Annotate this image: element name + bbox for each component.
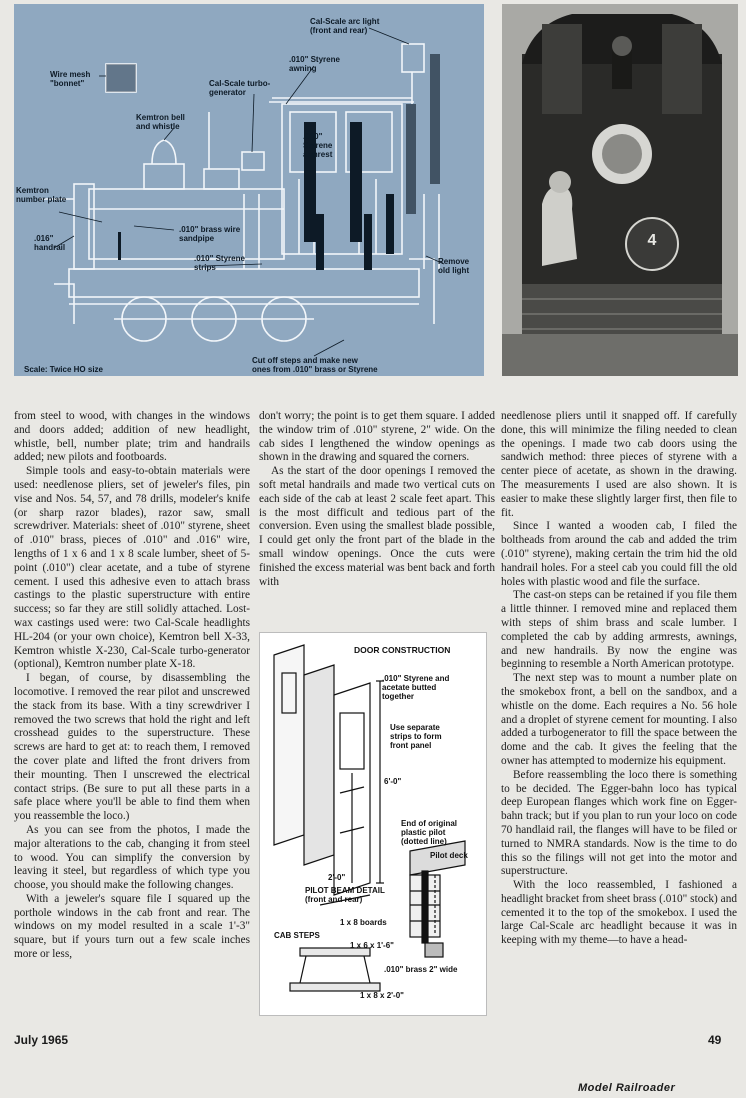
text-column-2 (259, 410, 495, 632)
label-wire-mesh: Wire mesh "bonnet" (50, 70, 91, 88)
label-step-1x6: 1 x 6 x 1'-6" (350, 941, 394, 950)
label-width: 2'-0" (328, 873, 346, 882)
label-remove-light: Remove old light (438, 257, 470, 275)
label-brass: .010" brass 2" wide (384, 965, 458, 974)
label-arc-lights: Cal-Scale arc light (front and rear) (310, 17, 380, 35)
paragraph: As the start of the door openings I removed the soft metal handrails and made two vertical cuts on each side of the cab at least 2 scale feet apart. This is the most difficult and tedious part of the conversion. Even using the smallest blade possible, I could get only the front part of the blade in the small window openings. Once the cuts were finished the excess material was bent back and forth with (259, 465, 495, 588)
paragraph: needlenose pliers until it snapped off. If carefully done, this will minimize the filing needed to clean the openings. I made two cab doors using the sandwich method: three pieces of styrene with a center piece of acetate, as shown in the drawing. The measurements I used are also shown. It is easier to make these slightly larger first, then file to fit. (501, 410, 737, 519)
technical-drawing (14, 4, 484, 376)
label-pilot-deck: Pilot deck (430, 851, 468, 860)
paragraph: don't worry; the point is to get them square. I added the window trim of .010" styrene, 2" wide. On the cab sides I lengthened the window openings as shown in the drawing and squared the corners. (259, 410, 495, 464)
paragraph: I began, of course, by disassembling the locomotive. I removed the rear pilot and unscrewed the stack from its base. With a tiny screwdriver I removed the two screws that hold the right and left crosshead guides to the superstructure. These screws are hard to get at: to reach them, I removed the cover plate and lifted the front drivers from their mounting. Then I unscrewed the electrical contact strips. (Be sure to put all these parts in a safe place where you'll be able to find them when you reassemble the loco.) (14, 672, 250, 823)
magazine-name: Model Railroader (578, 1082, 676, 1094)
label-sandpipe: .010" brass wire sandpipe (179, 225, 241, 243)
label-separate-strips: Use separate strips to form front panel (390, 723, 442, 750)
paragraph: The cast-on steps can be retained if you file them a little thinner. I removed mine and replaced them with steps of shim brass and scale lumber. I completed the cab by adding armrests, awnings, and new handrails. By now the engine was beginning to resemble a North American prototype. (501, 589, 737, 671)
paragraph: Before reassembling the loco there is something to be decided. The Egger-bahn loco has typical deep European flanges which work fine on Egger-bahn track; but if you plan to run your loco on code 70 handlaid rail, the flanges will have to be filed or turned to NMRA standards. Now is the time to do this so the filings will not get into the motor and superstructure. (501, 768, 737, 878)
label-styrene-strips: .010" Styrene strips (194, 254, 245, 272)
label-armrest: .010" Styrene armrest (303, 132, 333, 159)
label-scale: Scale: Twice HO size (24, 365, 103, 374)
paragraph: from steel to wood, with changes in the windows and doors added; addition of new headlight, whistle, bell, number plate; trim and handrails added; new pilots and footboards. (14, 410, 250, 464)
label-pilot-beam: PILOT BEAM DETAIL (front and rear) (305, 886, 385, 904)
label-cut-steps: Cut off steps and make new ones from .010" brass or Styrene (252, 356, 378, 374)
label-boards: 1 x 8 boards (340, 918, 387, 927)
issue-date: July 1965 (14, 1033, 69, 1047)
paragraph: With a jeweler's square file I squared up the porthole windows in the cab front and rear. The windows on my model resulted in a scale 1'-3" square, but if yours turn out a few scale inches more or less, (14, 892, 250, 961)
paragraph: As you can see from the photos, I made the major alterations to the cab, changing it from steel to wood. You can simplify the conversion by leaving it steel, but regardless of which type you choose, you should make the following changes. (14, 823, 250, 892)
page-number: 49 (708, 1033, 722, 1047)
text-column-1 (14, 410, 250, 962)
label-step-1x8: 1 x 8 x 2'-0" (360, 991, 404, 1000)
label-end-pilot: End of original plastic pilot (dotted line) (401, 819, 457, 846)
paragraph: Since I wanted a wooden cab, I filed the boltheads from around the cab and added the trim (.010" styrene), making certain the trim hid the old handrail holes. For a steel cab you could fill the old holes with plastic wood and file the surface. (501, 520, 737, 588)
label-awning: .010" Styrene awning (289, 55, 340, 73)
label-cab-steps: CAB STEPS (274, 931, 320, 940)
label-number-plate: Kemtron number plate (16, 186, 67, 204)
locomotive-drawing-lines (14, 4, 484, 376)
label-turbogenerator: Cal-Scale turbo- generator (209, 79, 271, 97)
paragraph: With the loco reassembled, I fashioned a headlight bracket from sheet brass (.010" stock) and cemented it to the top of the smokebox. I used the large Cal-Scale arc headlight because it was in keeping with my theme—to have a head- (501, 879, 737, 947)
loco-number-plate: 4 (647, 232, 657, 249)
figure-title: DOOR CONSTRUCTION (354, 645, 451, 655)
locomotive-photo (502, 4, 738, 376)
paragraph: The next step was to mount a number plate on the smokebox front, a bell on the sandbox, and a whistle on the dome. Each requires a No. 56 hole and a droplet of styrene cement for mounting. I also added a turbogenerator to fill the space between the dome and the cab. It gives the feeling that the owner has attempted to modernize his equipment. (501, 672, 737, 767)
text-column-3 (501, 410, 737, 948)
label-handrail: .016" handrail (34, 234, 66, 252)
label-bell-whistle: Kemtron bell and whistle (136, 113, 185, 131)
door-construction-figure (259, 632, 487, 1016)
paragraph: Simple tools and easy-to-obtain materials were used: needlenose pliers, set of jeweler's files, pin vise and Nos. 54, 57, and 78 drills, modeler's knife (or sharp razor blades), razor saw, small screwdriver. Materials: sheet of .010" styrene, sheet of .010" brass, pieces of .010" and .016" wire, lengths of 1 x 6 and 1 x 8 scale lumber, sheet of 5-point (.010") clear acetate, and a tube of styrene cement. I used this adhesive even to attach brass castings to the plastic superstructure with entire success; so far they are still solidly attached. Lost-wax castings used were: two Cal-Scale headlights HL-204 (or your own choice), Kemtron bell X-33, Kemtron whistle X-230, Cal-Scale turbo-generator (optional), Kemtron number plate X-18. (14, 465, 250, 671)
locomotive-photo-image (502, 4, 738, 376)
label-height: 6'-0" (384, 777, 402, 786)
label-styrene-acetate: .010" Styrene and acetate butted together (382, 674, 450, 701)
